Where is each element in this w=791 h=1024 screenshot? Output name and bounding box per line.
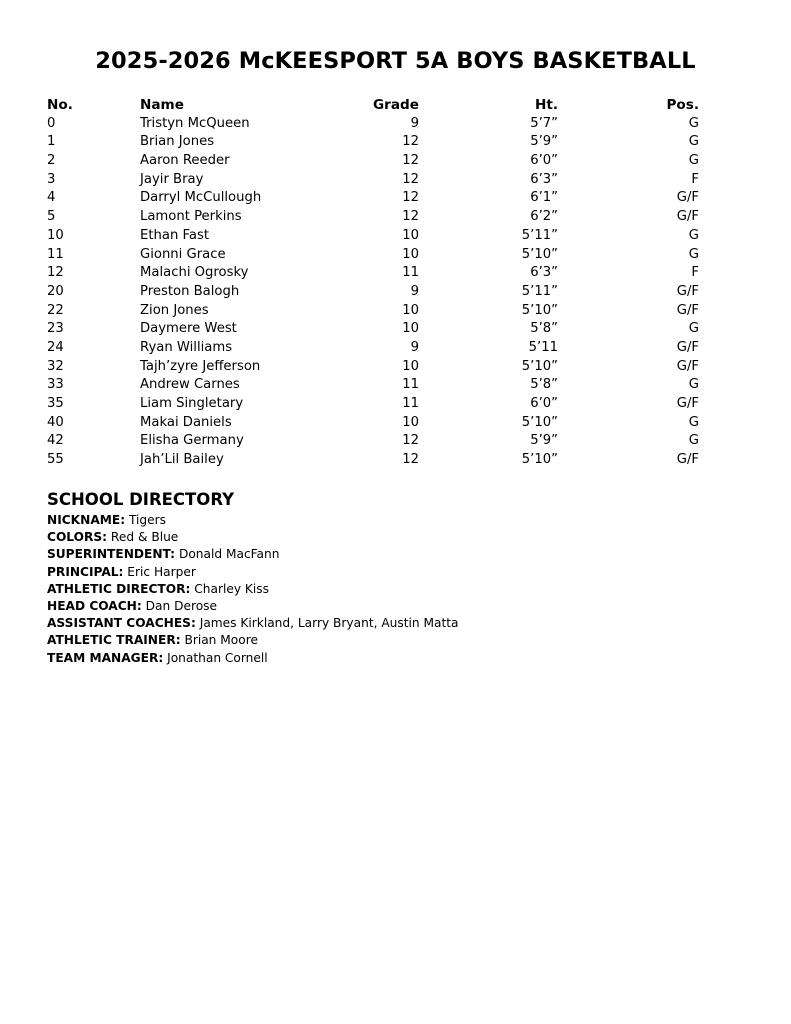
player-position: G/F	[676, 452, 699, 468]
player-position: G/F	[676, 339, 699, 355]
directory-label: COLORS:	[47, 530, 108, 545]
table-row	[47, 208, 699, 227]
player-height: 5’10”	[521, 302, 558, 318]
player-height: 5’10”	[521, 452, 558, 468]
player-name: Makai Daniels	[140, 414, 232, 430]
directory-heading: SCHOOL DIRECTORY	[47, 490, 235, 509]
directory-value: Donald MacFann	[178, 547, 280, 562]
header-height: Ht.	[534, 97, 558, 113]
table-row	[47, 302, 699, 321]
player-number: 12	[47, 265, 64, 281]
player-height: 6’0”	[530, 396, 558, 411]
player-number: 33	[47, 377, 64, 393]
player-height: 5’11”	[521, 227, 558, 243]
table-row	[47, 414, 699, 433]
header-name: Name	[140, 97, 184, 113]
player-number: 5	[47, 209, 56, 225]
table-row	[47, 432, 699, 451]
player-position: G/F	[676, 302, 699, 318]
directory-entry	[47, 615, 459, 632]
player-height: 5’7”	[530, 115, 558, 131]
player-grade: 10	[402, 227, 419, 243]
player-position: F	[691, 265, 699, 281]
player-name: Liam Singletary	[140, 396, 244, 411]
player-number: 3	[47, 171, 56, 187]
school-directory	[47, 490, 459, 667]
player-height: 5’10”	[521, 358, 558, 374]
directory-entry	[47, 564, 459, 581]
directory-label: HEAD COACH:	[47, 599, 142, 614]
player-grade: 12	[402, 134, 419, 150]
directory-label: TEAM MANAGER:	[47, 650, 164, 665]
table-row	[47, 171, 699, 190]
player-position: G	[688, 115, 699, 131]
player-height: 5’9”	[530, 134, 558, 150]
player-name: Lamont Perkins	[140, 209, 242, 225]
player-number: 35	[47, 396, 64, 411]
roster-table	[47, 96, 699, 470]
table-row	[47, 395, 699, 414]
directory-value: James Kirkland, Larry Bryant, Austin Matta	[199, 616, 459, 631]
player-name: Daymere West	[140, 321, 237, 337]
player-position: G	[688, 377, 699, 393]
player-position: G	[688, 414, 699, 430]
player-number: 42	[47, 433, 64, 449]
player-height: 6’1”	[530, 190, 558, 206]
player-number: 40	[47, 414, 64, 430]
directory-label: SUPERINTENDENT:	[47, 547, 176, 562]
player-number: 10	[47, 227, 64, 243]
player-height: 5’11	[528, 339, 558, 355]
roster-body	[47, 115, 699, 470]
player-position: G	[688, 246, 699, 262]
player-grade: 11	[402, 396, 419, 411]
player-number: 24	[47, 339, 64, 355]
directory-entry	[47, 512, 459, 529]
directory-entry	[47, 581, 459, 598]
directory-value: Jonathan Cornell	[167, 650, 268, 665]
directory-entry	[47, 632, 459, 649]
player-name: Tajh’zyre Jefferson	[140, 358, 261, 374]
player-height: 5’8”	[530, 377, 558, 393]
player-position: G	[688, 153, 699, 169]
roster-header-row	[47, 96, 699, 115]
table-row	[47, 115, 699, 134]
table-row	[47, 227, 699, 246]
player-height: 5’9”	[530, 433, 558, 449]
player-position: G	[688, 433, 699, 449]
player-number: 32	[47, 358, 64, 374]
table-row	[47, 152, 699, 171]
directory-label: PRINCIPAL:	[47, 564, 124, 579]
player-grade: 12	[402, 171, 419, 187]
player-height: 6’3”	[530, 265, 558, 281]
player-name: Ethan Fast	[140, 227, 209, 243]
player-position: G/F	[676, 283, 699, 299]
player-position: G/F	[676, 209, 699, 225]
player-height: 5’10”	[521, 414, 558, 430]
player-number: 55	[47, 452, 64, 468]
directory-label: ASSISTANT COACHES:	[47, 616, 196, 631]
player-name: Aaron Reeder	[140, 153, 230, 169]
player-name: Zion Jones	[140, 302, 209, 318]
directory-label: ATHLETIC DIRECTOR:	[47, 581, 191, 596]
player-grade: 11	[402, 377, 419, 393]
directory-label: ATHLETIC TRAINER:	[47, 633, 181, 648]
player-name: Malachi Ogrosky	[140, 265, 249, 281]
player-name: Jah’Lil Bailey	[140, 452, 224, 468]
player-grade: 9	[410, 115, 419, 131]
player-name: Brian Jones	[140, 134, 215, 150]
player-name: Ryan Williams	[140, 339, 233, 355]
table-row	[47, 320, 699, 339]
player-height: 6’2”	[530, 209, 558, 225]
player-grade: 12	[402, 153, 419, 169]
player-name: Darryl McCullough	[140, 190, 262, 206]
player-position: G	[688, 134, 699, 150]
table-row	[47, 283, 699, 302]
player-name: Preston Balogh	[140, 283, 240, 299]
player-position: G	[688, 321, 699, 337]
player-name: Andrew Carnes	[140, 377, 240, 393]
player-number: 4	[47, 190, 56, 206]
table-row	[47, 246, 699, 265]
table-row	[47, 376, 699, 395]
player-number: 22	[47, 302, 64, 318]
player-grade: 10	[402, 321, 419, 337]
player-grade: 9	[410, 339, 419, 355]
player-grade: 10	[402, 246, 419, 262]
directory-entry	[47, 598, 459, 615]
player-number: 23	[47, 321, 64, 337]
directory-label: NICKNAME:	[47, 513, 126, 527]
player-grade: 12	[402, 190, 419, 206]
player-name: Elisha Germany	[140, 433, 244, 449]
directory-value: Eric Harper	[127, 564, 196, 579]
player-position: G/F	[676, 190, 699, 206]
player-grade: 9	[410, 283, 419, 299]
player-name: Gionni Grace	[140, 246, 226, 262]
player-position: G/F	[676, 396, 699, 411]
directory-entry	[47, 546, 459, 563]
directory-list	[47, 512, 459, 667]
directory-value: Brian Moore	[184, 633, 258, 648]
page-title: 2025-2026 McKEESPORT 5A BOYS BASKETBALL	[95, 48, 696, 74]
directory-value: Red & Blue	[110, 530, 179, 545]
player-name: Tristyn McQueen	[140, 115, 250, 131]
table-row	[47, 133, 699, 152]
table-row	[47, 189, 699, 208]
directory-entry	[47, 529, 459, 546]
player-name: Jayir Bray	[140, 171, 204, 187]
table-row	[47, 339, 699, 358]
player-position: F	[691, 171, 699, 187]
table-row	[47, 264, 699, 283]
player-number: 1	[47, 134, 56, 150]
player-height: 5’11”	[521, 283, 558, 299]
header-grade: Grade	[373, 97, 419, 113]
player-height: 5’10”	[521, 246, 558, 262]
player-grade: 10	[402, 358, 419, 374]
table-row	[47, 451, 699, 470]
player-position: G	[688, 227, 699, 243]
player-number: 0	[47, 115, 56, 131]
player-height: 5’8”	[530, 321, 558, 337]
directory-entry	[47, 650, 459, 667]
directory-value: Dan Derose	[145, 599, 218, 614]
table-row	[47, 358, 699, 377]
player-number: 2	[47, 153, 56, 169]
header-number: No.	[47, 97, 73, 113]
player-number: 20	[47, 283, 64, 299]
header-position: Pos.	[666, 97, 699, 113]
player-grade: 12	[402, 452, 419, 468]
player-grade: 11	[402, 265, 419, 281]
player-grade: 12	[402, 433, 419, 449]
player-position: G/F	[676, 358, 699, 374]
player-grade: 10	[402, 302, 419, 318]
player-height: 6’3”	[530, 171, 558, 187]
directory-value: Charley Kiss	[194, 581, 270, 596]
player-grade: 10	[402, 414, 419, 430]
player-number: 11	[47, 246, 64, 262]
directory-value: Tigers	[128, 513, 167, 527]
player-height: 6’0”	[530, 153, 558, 169]
player-grade: 12	[402, 209, 419, 225]
